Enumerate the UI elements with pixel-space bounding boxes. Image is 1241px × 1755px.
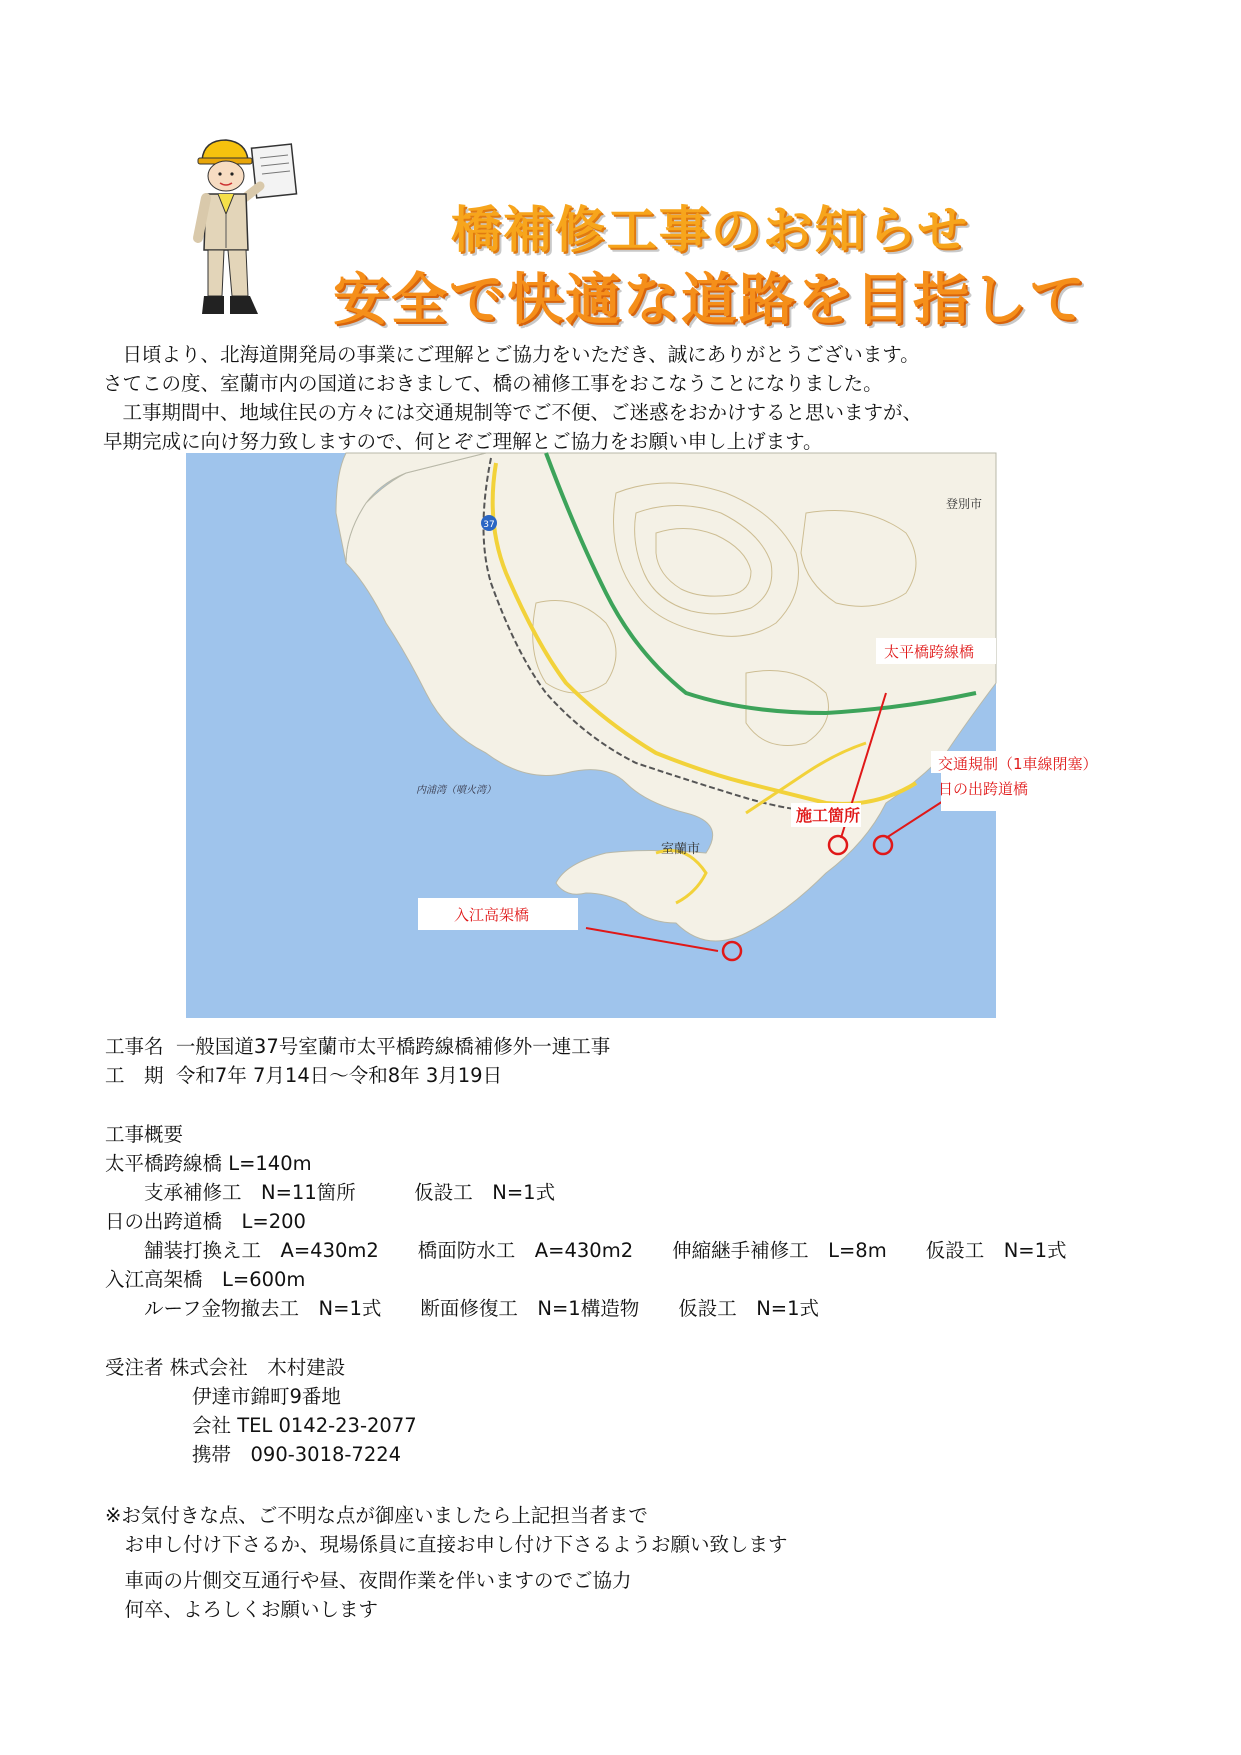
overview-line: 支承補修工 N=11箇所 仮設工 N=1式 <box>105 1181 556 1204</box>
callout-taihei: 太平橋跨線橋 <box>884 643 975 661</box>
contractor-office-tel: 会社 TEL 0142-23-2077 <box>192 1414 417 1437</box>
intro-line: さてこの度、室蘭市内の国道におきまして、橋の補修工事をおこなうことになりました。 <box>103 372 883 395</box>
project-name-value: 一般国道37号室蘭市太平橋跨線橋補修外一連工事 <box>175 1035 611 1058</box>
notice-title: 橋補修工事のお知らせ <box>450 201 970 259</box>
overview-line: 日の出跨道橋 L=200 <box>105 1210 306 1233</box>
callout-site: 施工箇所 <box>796 806 861 825</box>
contractor-address: 伊達市錦町9番地 <box>192 1385 341 1408</box>
intro-paragraph <box>103 340 922 456</box>
intro-line: 工事期間中、地域住民の方々には交通規制等でご不便、ご迷惑をおかけすると思いますが、 <box>103 401 923 424</box>
overview-line: 入江高架橋 L=600m <box>105 1268 306 1291</box>
note-line: お申し付け下さるか、現場係員に直接お申し付け下さるようお願い致します <box>105 1533 788 1556</box>
overview-line: ルーフ金物撤去工 N=1式 断面修復工 N=1構造物 仮設工 N=1式 <box>105 1297 820 1320</box>
intro-line: 日頃より、北海道開発局の事業にご理解とご協力をいただき、誠にありがとうございます。 <box>103 343 920 366</box>
overview-line: 舗装打換え工 A=430m2 橋面防水工 A=430m2 伸縮継手補修工 L=8m 仮設工 N=1式 <box>105 1239 1067 1262</box>
project-period-value: 令和7年 7月14日～令和8年 3月19日 <box>175 1064 503 1087</box>
overview-line: 太平橋跨線橋 L=140m <box>105 1152 312 1175</box>
callout-traffic: 交通規制（1車線閉塞） <box>938 755 1098 773</box>
note-line: 車両の片側交互通行や昼、夜間作業を伴いますのでご協力 <box>105 1569 632 1592</box>
intro-line: 早期完成に向け努力致しますので、何とぞご理解とご協力をお願い申し上げます。 <box>103 430 823 453</box>
overview-heading: 工事概要 <box>105 1123 184 1146</box>
construction-site-map <box>186 453 1098 1018</box>
note-line: ※お気付きな点、ご不明な点が御座いましたら上記担当者まで <box>105 1504 648 1527</box>
label-noboribetsu: 登別市 <box>946 497 983 511</box>
contractor-row <box>105 1353 345 1382</box>
contractor-mobile: 携帯 090-3018-7224 <box>192 1443 402 1466</box>
project-name-row <box>105 1032 610 1061</box>
note-line: 何卒、よろしくお願いします <box>105 1598 379 1621</box>
callout-hinode: 日の出跨道橋 <box>938 780 1029 798</box>
label-bay: 内浦湾（噴火湾） <box>416 785 496 796</box>
project-period-row <box>105 1061 502 1090</box>
worker-illustration <box>190 138 310 320</box>
notice-subtitle: 安全で快適な道路を目指して <box>333 268 1087 333</box>
contractor-label: 受注者 <box>105 1356 164 1379</box>
route-number: 37 <box>483 520 495 530</box>
label-muroran: 室蘭市 <box>661 842 701 857</box>
project-period-label: 工 期 <box>105 1064 164 1087</box>
project-name-label: 工事名 <box>105 1035 164 1058</box>
callout-irie: 入江高架橋 <box>454 906 530 924</box>
contractor-company: 株式会社 木村建設 <box>169 1356 346 1379</box>
